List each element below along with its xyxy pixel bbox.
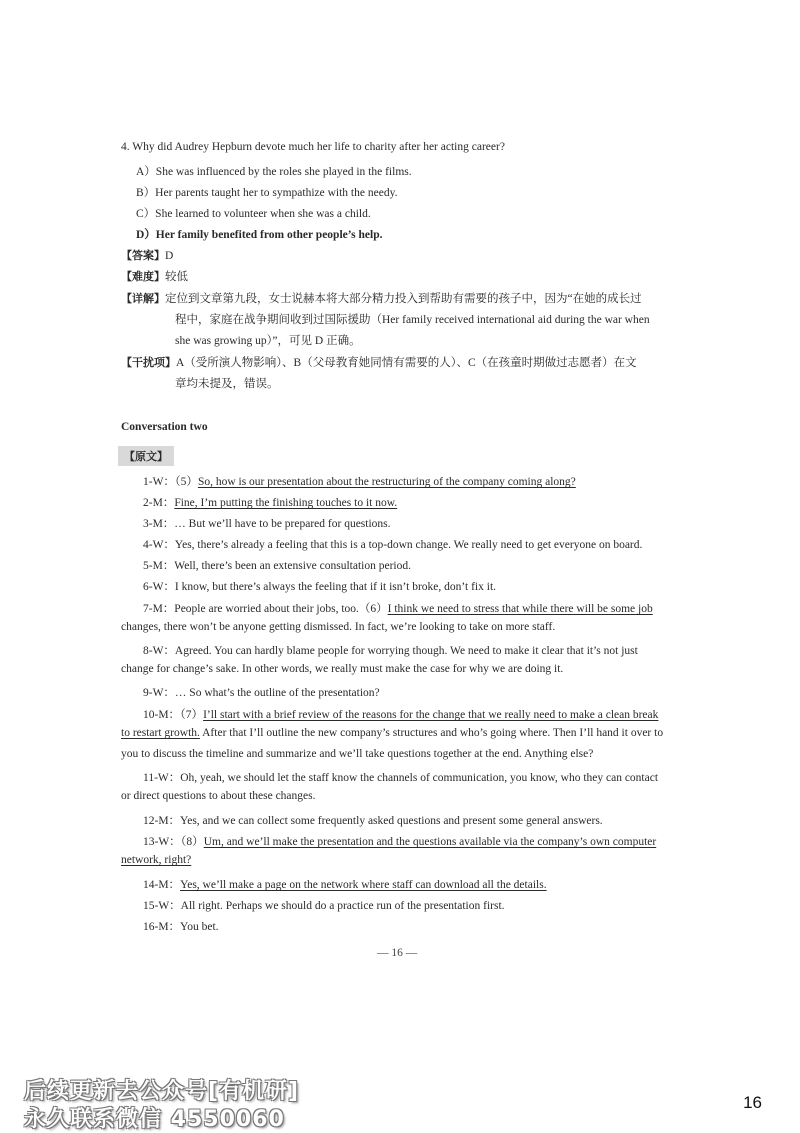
speaker-label: 1-W：（5） xyxy=(143,476,198,488)
transcript-line-10-cont xyxy=(121,727,663,739)
option-c: C）She learned to volunteer when she was a child. xyxy=(136,208,371,220)
transcript-line-3: 3-M：… But we’ll have to be prepared for questions. xyxy=(143,518,391,530)
transcript-line-6: 6-W：I know, but there’s always the feeling that if it isn’t broke, don’t fix it. xyxy=(143,581,497,593)
underlined-text: So, how is our presentation about the restructuring of the company coming along? xyxy=(197,476,576,488)
underlined-text: Fine, I’m putting the finishing touches to it now. xyxy=(174,497,398,509)
answer-value: D xyxy=(165,250,174,262)
transcript-line-15: 15-W：All right. Perhaps we should do a practice run of the presentation first. xyxy=(143,900,505,912)
explain-text-3: she was growing up）”，可见 D 正确。 xyxy=(175,335,361,347)
answer-tag: 【答案】 xyxy=(121,249,165,262)
transcript-line-1 xyxy=(143,473,576,489)
underlined-text: Yes, we’ll make a page on the network where staff can download all the details. xyxy=(180,879,547,891)
underlined-text: Um, and we’ll make the presentation and the questions available via the company’s own computer xyxy=(203,836,657,848)
option-a: A）She was influenced by the roles she played in the films. xyxy=(136,166,412,178)
original-tag: 【原文】 xyxy=(118,446,174,466)
section-title: Conversation two xyxy=(121,421,208,433)
speaker-label: 2-M： xyxy=(143,497,175,509)
question-title: 4. Why did Audrey Hepburn devote much her life to charity after her acting career? xyxy=(121,141,505,153)
transcript-line-13 xyxy=(143,833,656,849)
speaker-label: 7-M：People are worried about their jobs, too.（6） xyxy=(143,603,388,615)
speaker-label: 14-M： xyxy=(143,879,181,891)
transcript-line-5: 5-M：Well, there’s been an extensive consultation period. xyxy=(143,560,411,572)
underlined-text: I think we need to stress that while there will be some job xyxy=(387,603,653,615)
transcript-line-10-cont2: you to discuss the timeline and summarize and we’ll take questions together at the end. Anything else? xyxy=(121,748,594,760)
option-b: B）Her parents taught her to sympathize with the needy. xyxy=(136,187,398,199)
distractor-text-2: 章均未提及，错误。 xyxy=(175,378,279,390)
watermark-line-1: 后续更新去公众号[有机研] xyxy=(24,1079,300,1104)
transcript-line-16: 16-M：You bet. xyxy=(143,921,219,933)
speaker-label: 10-M：（7） xyxy=(143,709,204,721)
transcript-text: After that I’ll outline the new company’s structures and who’s going where. Then I’ll hand it over to xyxy=(199,727,664,739)
distractor-text-1: A（受所演人物影响）、B（父母教育她同情有需要的人）、C（在孩童时期做过志愿者）在文 xyxy=(176,357,637,369)
difficulty-value: 较低 xyxy=(165,271,188,283)
page-number: 16 xyxy=(743,1093,762,1112)
difficulty-tag: 【难度】 xyxy=(121,270,165,283)
explain-line xyxy=(121,290,642,306)
transcript-line-11-cont: or direct questions to about these changes. xyxy=(121,790,316,802)
transcript-line-13-cont xyxy=(121,854,191,866)
transcript-line-9: 9-W：… So what’s the outline of the presentation? xyxy=(143,687,380,699)
transcript-line-10 xyxy=(143,706,658,722)
underlined-text: to restart growth. xyxy=(121,727,200,739)
explain-text-2: 程中，家庭在战争期间收到过国际援助（Her family received international aid during the war when xyxy=(175,314,650,326)
transcript-line-8: 8-W：Agreed. You can hardly blame people for worrying though. We need to make it clear that it’s not just xyxy=(143,645,638,657)
explain-tag: 【详解】 xyxy=(121,292,165,305)
page-footer-label: — 16 — xyxy=(377,947,418,959)
option-d: D）Her family benefited from other people’s help. xyxy=(136,229,383,241)
explain-text-1: 定位到文章第九段，女士说赫本将大部分精力投入到帮助有需要的孩子中，因为“在她的成长过 xyxy=(165,293,642,305)
watermark-line-2: 永久联系微信 4550060 xyxy=(24,1107,285,1132)
transcript-line-7-cont: changes, there won’t be anyone getting dismissed. In fact, we’re looking to take on more staff. xyxy=(121,621,556,633)
underlined-text: network, right? xyxy=(121,854,192,866)
transcript-line-4: 4-W：Yes, there’s already a feeling that this is a top-down change. We really need to get everyone on board. xyxy=(143,539,643,551)
transcript-line-14 xyxy=(143,876,547,892)
underlined-text: I’ll start with a brief review of the reasons for the change that we really need to make a clean break xyxy=(203,709,659,721)
distractor-tag: 【干扰项】 xyxy=(121,356,176,369)
transcript-line-2 xyxy=(143,494,397,510)
distractor-line xyxy=(121,354,637,370)
difficulty-line xyxy=(121,268,188,284)
transcript-line-7 xyxy=(143,600,653,616)
speaker-label: 13-W：（8） xyxy=(143,836,204,848)
transcript-line-8-cont: change for change’s sake. In other words, we really must make the case for why we are doing it. xyxy=(121,663,564,675)
transcript-line-11: 11-W：Oh, yeah, we should let the staff know the channels of communication, you know, who they can contact xyxy=(143,772,659,784)
answer-line xyxy=(121,247,173,263)
transcript-line-12: 12-M：Yes, and we can collect some frequently asked questions and present some general answers. xyxy=(143,815,603,827)
